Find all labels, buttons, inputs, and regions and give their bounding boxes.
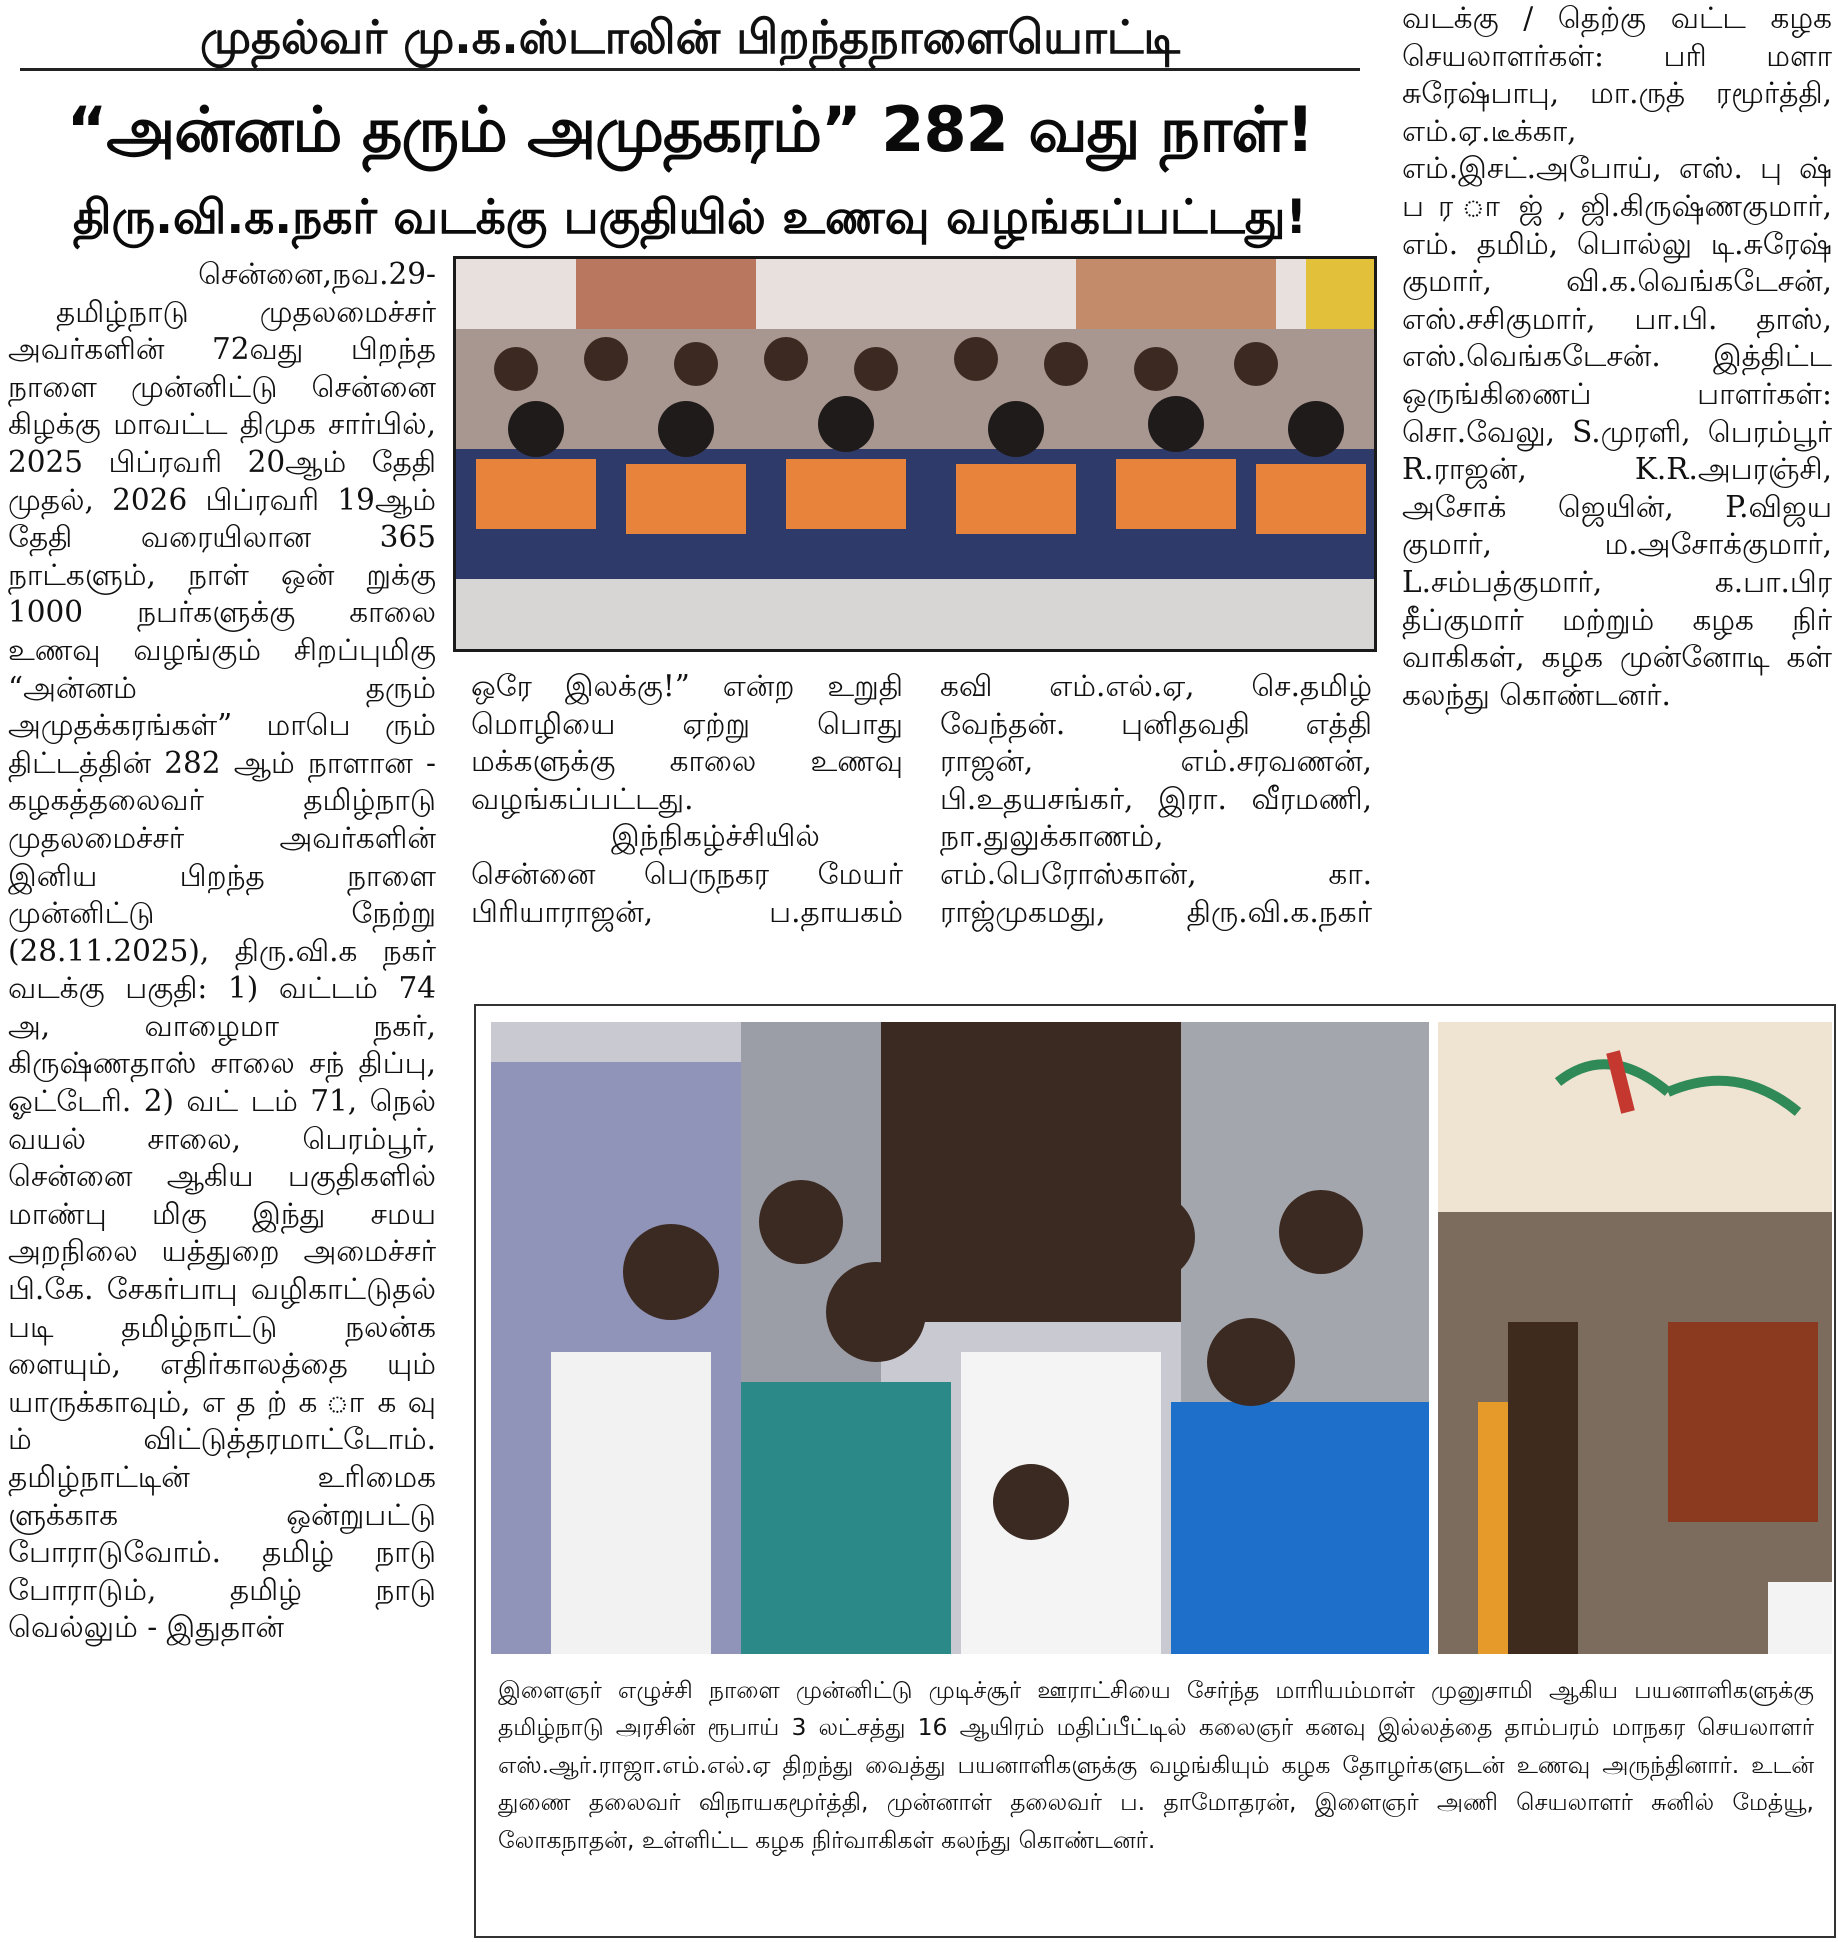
column-4: [1402, 0, 1832, 714]
kicker-text: முதல்வர் மு.க.ஸ்டாலின் பிறந்தநாளையொட்டி: [199, 10, 1181, 64]
photo-food-distribution: [453, 256, 1377, 652]
photo-caption: இளைஞர் எழுச்சி நாளை முன்னிட்டு முடிச்சூர் ஊராட்சியை சேர்ந்த மாரியம்மாள் முனுசாமி ஆகிய பயனாளிகளுக்கு தமிழ்நாடு அரசின் ரூபாய் 3 லட்சத்து 16 ஆயிரம் மதிப்பீட்டில் கலைஞர் கனவு இல்லத்தை தாம்பரம் மாநகர செயலாளர் எஸ்.ஆர்.ராஜா.எம்.எல்.ஏ திறந்து வைத்து பயனாளிகளுக்கு வழங்கியும் கழக தோழர்களுடன் உணவு அருந்தினார். உடன் துணை தலைவர் விநாயகமூர்த்தி, முன்னாள் தலைவர் ப. தாமோதரன், இளைஞர் அணி செயலாளர் சுனில் மேத்யூ, லோகநாதன், உள்ளிட்ட கழக நிர்வாகிகள் கலந்து கொண்டனர்.: [498, 1676, 1814, 1854]
column-4-text: வடக்கு / தெற்கு வட்ட கழக செயலாளர்கள்: பரி மளா சுரேஷ்பாபு, மா.ருத் ரமூர்த்தி, எம்.ஏ.டீக்கா, எம்.இசட்.அபோய், எஸ். பு ஷ் ப ர ா ஜ் , ஜி.கிருஷ்ணகுமார், எம். தமிம், பொல்லு டி.சுரேஷ் குமார், வி.க.வெங்கடேசன், எஸ்.சசிகுமார், பா.பி. தாஸ், எஸ்.வெங்கடேசன். இத்திட்ட ஒருங்கிணைப் பாளர்கள்: சொ.வேலு, S.முரளி, பெரம்பூர் R.ராஜன், K.R.அபரஞ்சி, அசோக் ஜெயின், P.விஜய குமார், ம.அசோக்குமார், L.சம்பத்குமார், க.பா.பிர தீப்குமார் மற்றும் கழக நிர் வாகிகள், கழக முன்னோடி கள் கலந்து கொண்டனர்.: [1402, 1, 1832, 712]
column-2-para-1: ஒரே இலக்கு!” என்ற உறுதி மொழியை ஏற்று பொது மக்களுக்கு காலை உணவு வழங்கப்பட்டது.: [471, 669, 903, 816]
kicker: [20, 6, 1360, 71]
column-3-text: கவி எம்.எல்.ஏ, செ.தமிழ் வேந்தன். புனிதவதி எத்தி ராஜன், எம்.சரவணன், பி.உதயசங்கர், இரா. வீரமணி, நா.துலுக்காணம், எம்.பெரோஸ்கான், கா. ராஜ்முகமது, திரு.வி.க.நகர்: [940, 669, 1372, 929]
headline: “அன்னம் தரும் அமுதகரம்” 282 வது நாள்!: [66, 93, 1314, 166]
photo-house-handover-image: [491, 1022, 1429, 1654]
dateline: சென்னை,நவ.29-: [198, 257, 436, 291]
column-3: [940, 668, 1372, 931]
photo-house-handover: [491, 1022, 1429, 1654]
photo-house-entrance-image: [1438, 1022, 1832, 1654]
column-2: [471, 668, 903, 931]
subheadline: திரு.வி.க.நகர் வடக்கு பகுதியில் உணவு வழங்கப்பட்டது!: [73, 190, 1307, 245]
column-1-text: தமிழ்நாடு முதலமைச்சர் அவர்களின் 72வது பிறந்த நாளை முன்னிட்டு சென்னை கிழக்கு மாவட்ட திமுக சார்பில், 2025 பிப்ரவரி 20ஆம் தேதி முதல், 2026 பிப்ரவரி 19ஆம் தேதி வரையிலான 365 நாட்களும், நாள் ஒன் றுக்கு 1000 நபர்களுக்கு காலை உணவு வழங்கும் சிறப்புமிகு “அன்னம் தரும் அமுதக்கரங்கள்” மாபெ ரும் திட்டத்தின் 282 ஆம் நாளான - கழகத்தலைவர் தமிழ்நாடு முதலமைச்சர் அவர்களின் இனிய பிறந்த நாளை முன்னிட்டு நேற்று (28.11.2025), திரு.வி.க நகர் வடக்கு பகுதி: 1) வட்டம் 74 அ, வாழைமா நகர், கிருஷ்ணதாஸ் சாலை சந் திப்பு, ஓட்டேரி. 2) வட் டம் 71, நெல் வயல் சாலை, பெரம்பூர், சென்னை ஆகிய பகுதிகளில் மாண்பு மிகு இந்து சமய அறநிலை யத்துறை அமைச்சர் பி.கே. சேகர்பாபு வழிகாட்டுதல் படி தமிழ்நாட்டு நலன்க ளையும், எதிர்காலத்தை யும் யாருக்காவும், எ த ற் க ா க வு ம் விட்டுத்தரமாட்டோம். தமிழ்நாட்டின் உரிமைக ளுக்காக ஒன்றுபட்டு போராடுவோம். தமிழ் நாடு போராடும், தமிழ் நாடு வெல்லும் - இதுதான்: [8, 294, 436, 1645]
column-1: [8, 256, 436, 1647]
photo-house-entrance: [1438, 1022, 1832, 1654]
column-2-para-2: இந்நிகழ்ச்சியில் சென்னை பெருநகர மேயர் பிரியாராஜன், ப.தாயகம்: [471, 819, 903, 929]
photo-food-distribution-image: [456, 259, 1374, 649]
